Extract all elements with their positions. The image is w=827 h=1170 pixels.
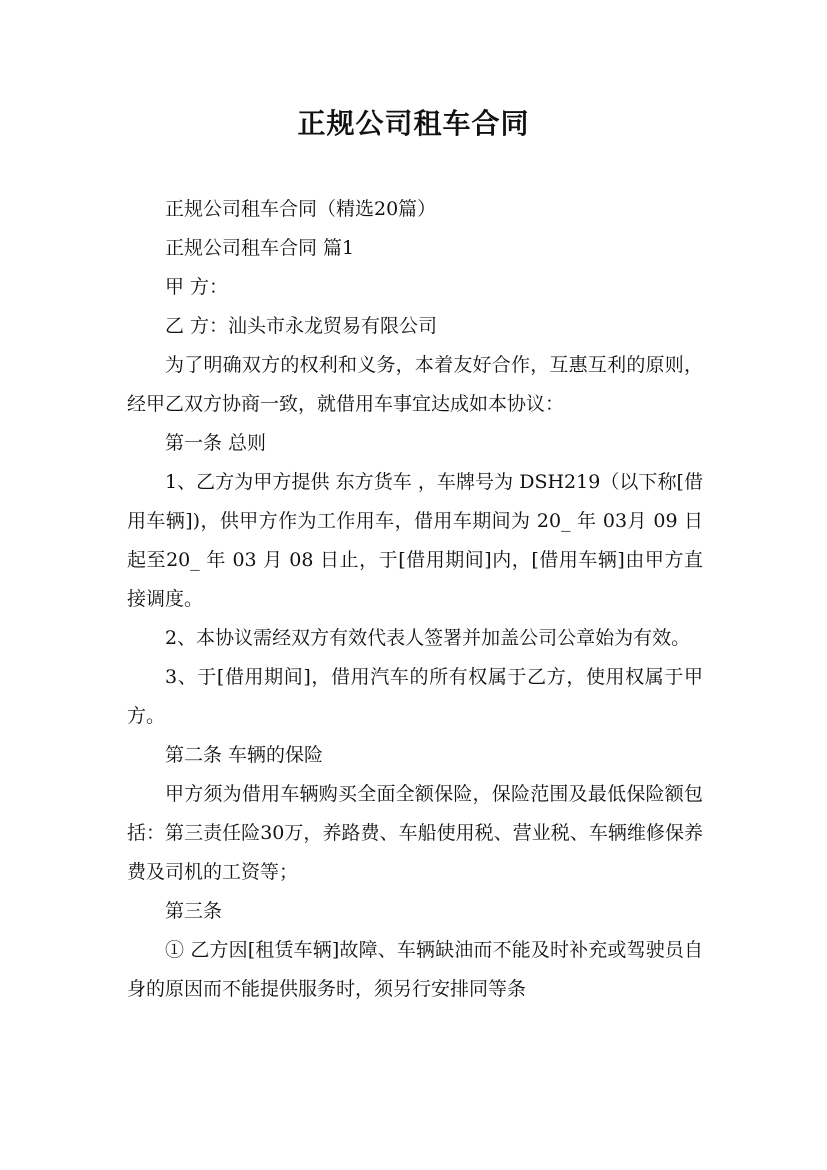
document-body xyxy=(127,190,703,1009)
article-3-heading: 第三条 xyxy=(165,900,223,922)
paragraph-party-a: 甲 方： xyxy=(165,276,229,298)
article-1-clause-2: 2、本协议需经双方有效代表人签署并加盖公司公章始为有效。 xyxy=(165,627,691,649)
paragraph-preamble: 为了明确双方的权利和义务，本着友好合作，互惠互利的原则，经甲乙双方协商一致，就借用车事宜达成如本协议： xyxy=(127,354,703,415)
article-1-clause-1: 1、乙方为甲方提供 东方货车 ，车牌号为 DSH219（以下称[借用车辆])，供甲方作为工作用车，借用车期间为 20_ 年 03月 09 日起至20_ 年 03 月 08 日止，于[借用期间]内，[借用车辆]由甲方直接调度。 xyxy=(127,471,703,610)
paragraph-heading: 正规公司租车合同 篇1 xyxy=(165,237,355,259)
article-2-heading: 第二条 车辆的保险 xyxy=(165,744,324,766)
paragraph-party-b: 乙 方：汕头市永龙贸易有限公司 xyxy=(165,315,438,337)
document-title: 正规公司租车合同 xyxy=(297,107,530,140)
paragraph-subtitle: 正规公司租车合同（精选20篇） xyxy=(165,198,437,220)
article-2-body: 甲方须为借用车辆购买全面全额保险，保险范围及最低保险额包括：第三责任险30万，养路费、车船使用税、营业税、车辆维修保养费及司机的工资等； xyxy=(127,783,703,883)
article-3-clause-1: ① 乙方因[租赁车辆]故障、车辆缺油而不能及时补充或驾驶员自身的原因而不能提供服务时，须另行安排同等条 xyxy=(127,939,703,1000)
article-1-heading: 第一条 总则 xyxy=(165,432,267,454)
article-1-clause-3: 3、于[借用期间]，借用汽车的所有权属于乙方，使用权属于甲方。 xyxy=(127,666,703,727)
